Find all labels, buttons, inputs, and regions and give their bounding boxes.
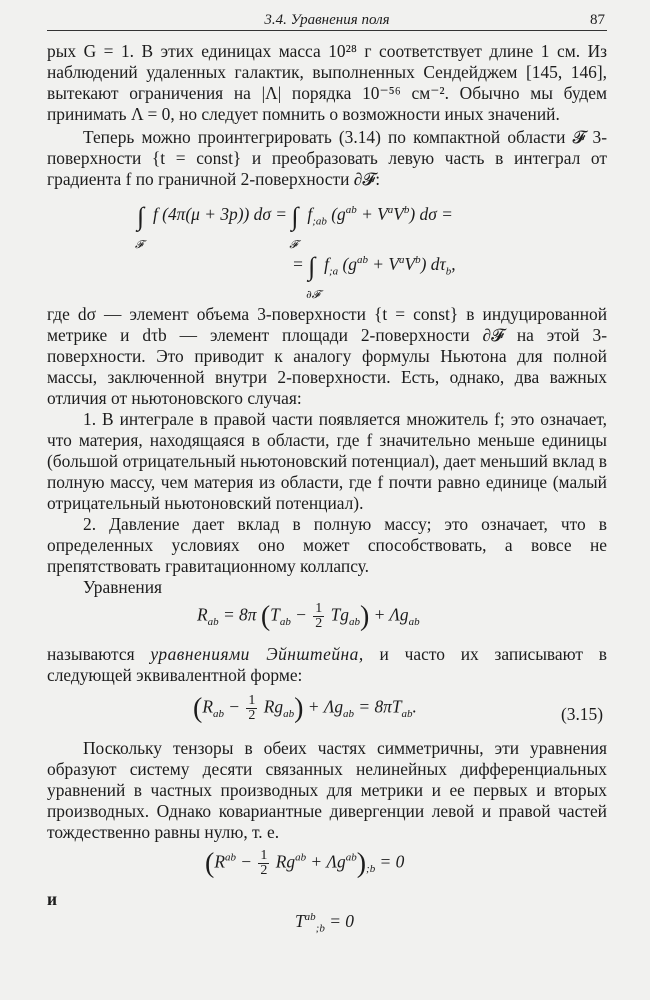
paragraph-units: рых G = 1. В этих единицах масса 10²⁸ г соответствует длине 1 см. Из наблюдений удаленных галактик, выполненных Сендейджем [145, 146], вытекают ограничения на |Λ| порядка 10⁻⁵⁶ см⁻². Обычно мы будем принимать Λ = 0, но следует помнить о возможности иных значений. <box>47 41 607 124</box>
einstein-equations-term: уравнениями Эйнштейна, <box>150 644 364 664</box>
page-number: 87 <box>590 12 605 28</box>
book-page <box>47 8 607 941</box>
paragraph-symmetric: Поскольку тензоры в обеих частях симметричны, эти уравнения образуют систему десяти связанных нелинейных дифференциальных уравнений в частных производных для метрики и ее первых и вторых производных. Однако ковариантные дивергенции левой и правой частей тождественно равны нулю, т. е. <box>47 738 607 842</box>
section-title: 3.4. Уравнения поля <box>264 12 390 28</box>
paragraph-differences: где dσ — элемент объема 3-поверхности {t = const} в индуцированной метрике и dτb — элемент площади 2-поверхности ∂𝓕 на этой 3-поверхности. Это приводит к аналогу формулы Ньютона для полной массы, заключенной внутри 2-поверхности. Есть, однако, два важных отличия от ньютоновского случая: <box>47 304 607 408</box>
einstein-equation: $R_{ab} = 8\pi$ ($T_{ab}$ − $\frac{1}{2}$ $Tg_{ab}) + \Lambda g_{ab}$ <box>197 601 420 632</box>
conjunction-and: и <box>47 889 58 909</box>
paragraph-point-1: 1. В интеграле в правой части появляется множитель f; это означает, что материя, находящаяся в области, где f значительно меньше единицы (большой отрицательный ньютоновский потенциал), дает меньший вклад в полную массу, чем материя из области, где f почти равно единице (малый отрицательный ньютоновский потенциал). <box>47 409 607 513</box>
paragraph-einstein-naming <box>47 644 607 686</box>
equation-number: (3.15) <box>560 704 603 724</box>
paragraph-equations-intro: Уравнения <box>83 577 163 597</box>
divergence-equation-1: ($R^{ab}$ − $\frac{1}{2}$ $Rg^{ab} + \Lambda g^{ab})_{;b} = 0$ <box>205 848 405 879</box>
running-header <box>47 8 607 31</box>
paragraph-point-2: 2. Давление дает вклад в полную массу; это означает, что в определенных условиях оно может способствовать, а вовсе не препятствовать гравитационному коллапсу. <box>47 514 607 576</box>
equation-3-15: ($R_{ab}$ − $\frac{1}{2}$ $Rg_{ab}) + \Lambda g_{ab} = 8\pi T_{ab}$. (3.15) <box>193 693 603 724</box>
naming-text-post: и часто их записывают в следующей эквивалентной форме: <box>47 644 607 685</box>
integral-equation <box>47 190 607 304</box>
integral-equation-line2: = ∫ ∂𝓕 $f_{;a}$ $(g^{ab} + V^aV^b)$ $d\tau_b$, <box>292 251 456 301</box>
paragraph-integrate: Теперь можно проинтегрировать (3.14) по компактной области 𝓕 3-поверхности {t = const} и преобразовать левую часть в интеграл от градиента f по граничной 2-поверхности ∂𝓕: <box>47 127 607 189</box>
divergence-equation-2: $T^{ab}_{;b} = 0$ <box>295 911 354 935</box>
integral-equation-line1: ∫ 𝓕 f (4π(μ + 3p)) dσ = ∫ 𝓕 $f_{;ab}$ $(g^{ab} + V^aV^b) d\sigma$ = <box>135 201 453 251</box>
naming-text-pre: называются <box>47 644 135 664</box>
